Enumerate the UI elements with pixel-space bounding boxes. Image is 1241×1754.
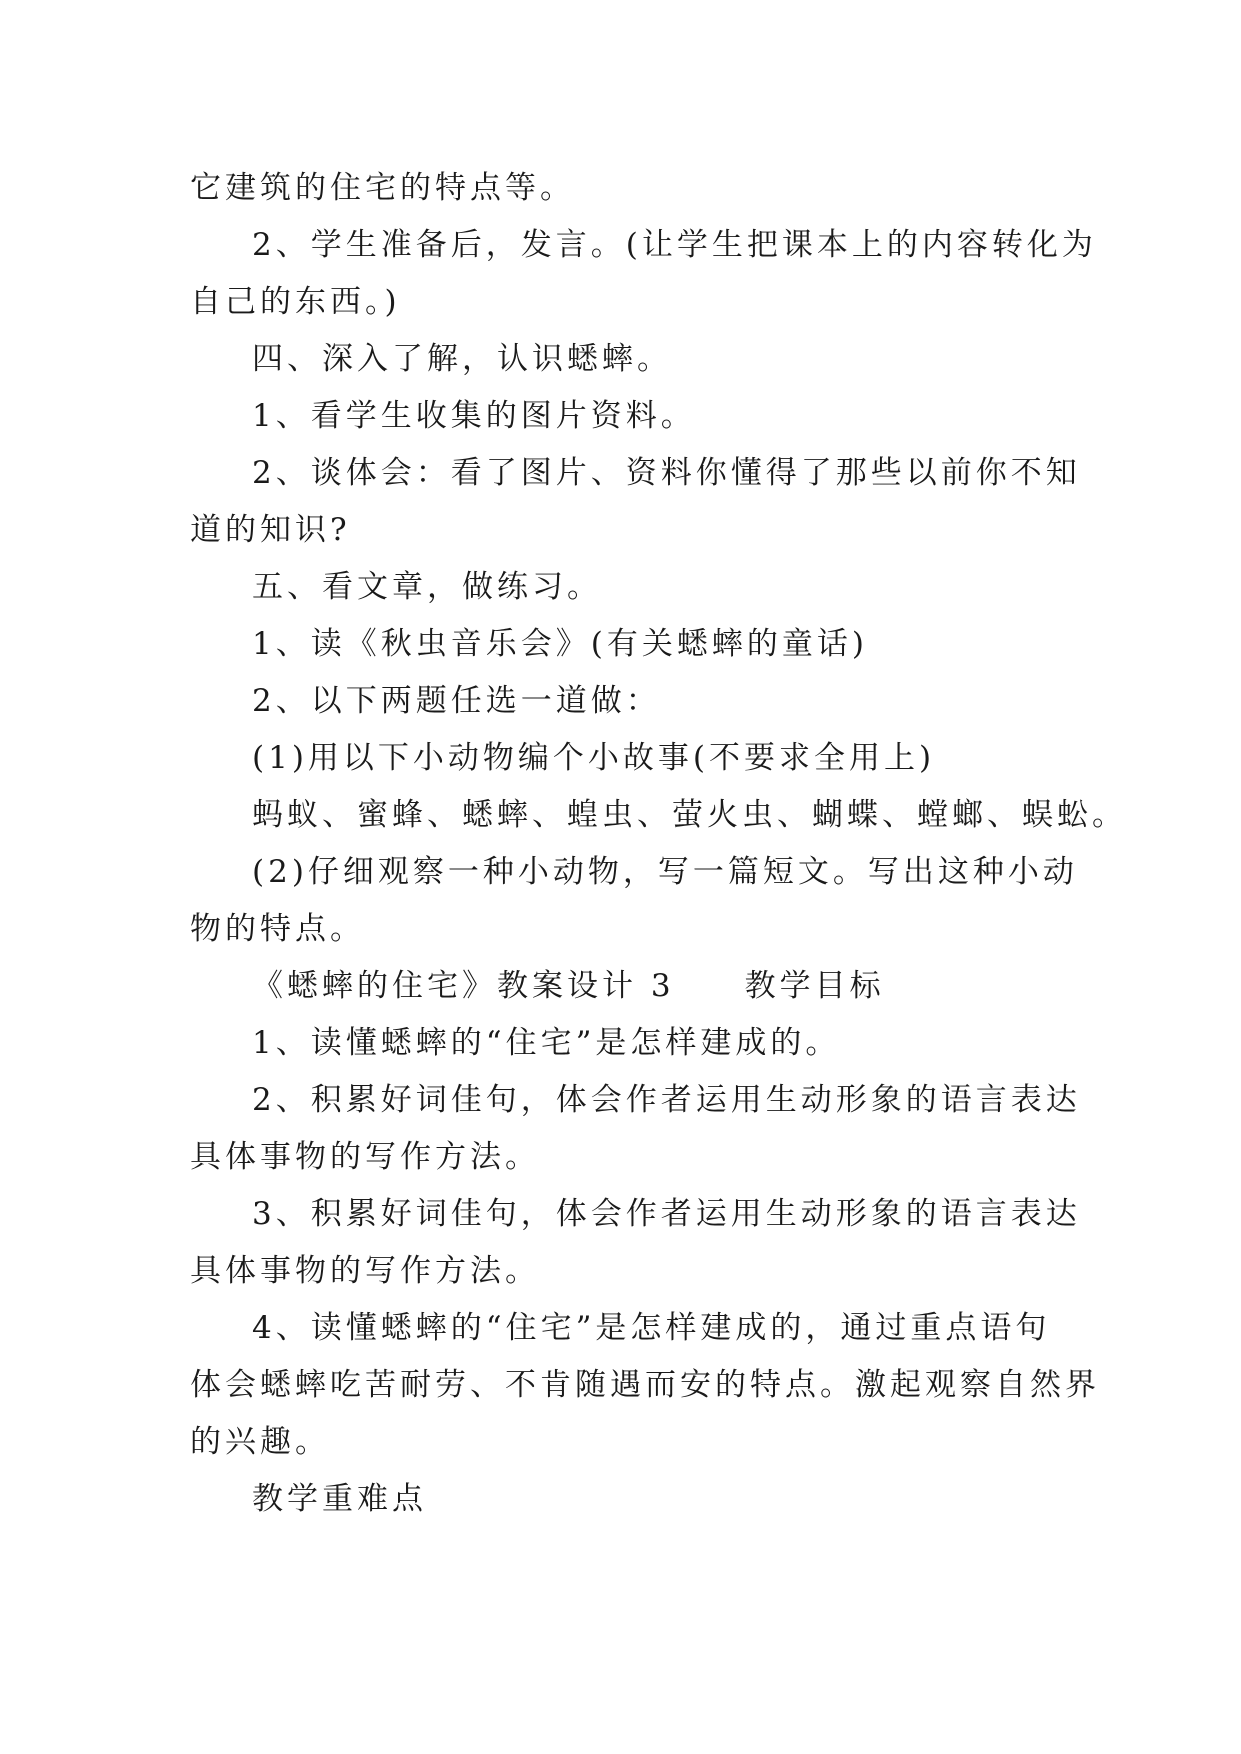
- section-heading: 五、看文章，做练习。: [252, 569, 602, 605]
- section-heading: 教学重难点: [252, 1481, 427, 1517]
- text-line: 1、读懂蟋蟀的“住宅”是怎样建成的。: [252, 1025, 841, 1061]
- text-line: 1、读《秋虫音乐会》(有关蟋蟀的童话): [252, 626, 868, 662]
- text-line: 2、谈体会：看了图片、资料你懂得了那些以前你不知: [252, 455, 1081, 491]
- text-line: 物的特点。: [190, 911, 365, 947]
- text-line: 具体事物的写作方法。: [190, 1139, 540, 1175]
- text-line: 4、读懂蟋蟀的“住宅”是怎样建成的，通过重点语句: [252, 1310, 1051, 1346]
- document-body: [190, 160, 1127, 1528]
- text-line: 2、以下两题任选一道做：: [252, 683, 661, 719]
- text-line: 它建筑的住宅的特点等。: [190, 170, 575, 206]
- text-line: 体会蟋蟀吃苦耐劳、不肯随遇而安的特点。激起观察自然界: [190, 1367, 1100, 1403]
- text-line: 3、积累好词佳句，体会作者运用生动形象的语言表达: [252, 1196, 1081, 1232]
- text-line: 蚂蚁、蜜蜂、蟋蟀、蝗虫、萤火虫、蝴蝶、螳螂、蜈蚣。: [252, 797, 1127, 833]
- text-line: (2)仔细观察一种小动物，写一篇短文。写出这种小动: [252, 854, 1078, 890]
- text-line: 自己的东西。): [190, 284, 401, 320]
- text-line: (1)用以下小动物编个小故事(不要求全用上): [252, 740, 936, 776]
- text-line: 的兴趣。: [190, 1424, 330, 1460]
- text-line: 1、看学生收集的图片资料。: [252, 398, 696, 434]
- section-heading: 四、深入了解，认识蟋蟀。: [252, 341, 672, 377]
- text-line: 2、学生准备后，发言。(让学生把课本上的内容转化为: [252, 227, 1097, 263]
- text-line: 道的知识?: [190, 512, 351, 548]
- text-line: 具体事物的写作方法。: [190, 1253, 540, 1289]
- section-title: 《蟋蟀的住宅》教案设计 3 教学目标: [252, 968, 885, 1004]
- text-line: 2、积累好词佳句，体会作者运用生动形象的语言表达: [252, 1082, 1081, 1118]
